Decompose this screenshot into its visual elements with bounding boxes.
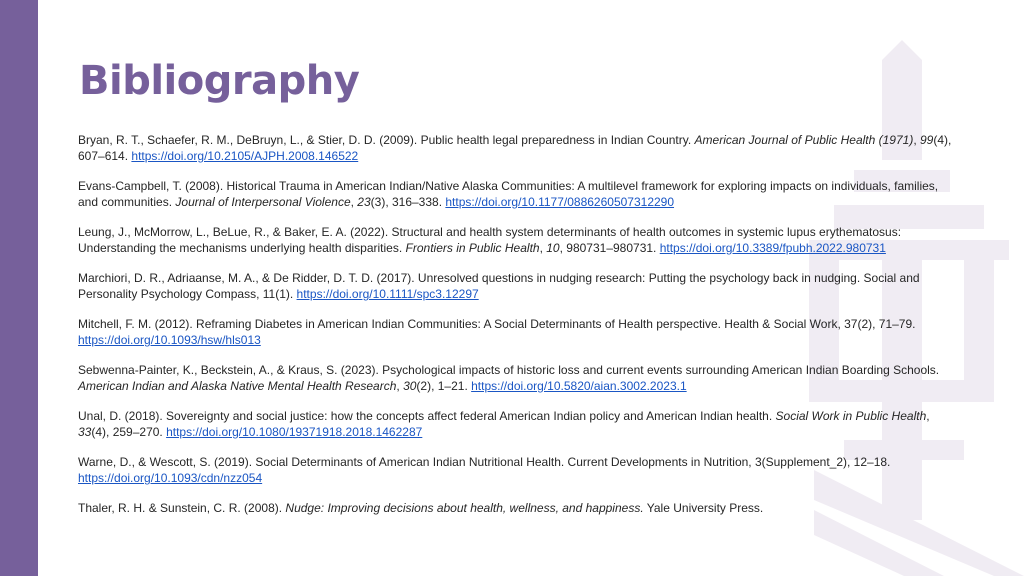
reference-entry — [78, 178, 958, 210]
reference-entry — [78, 408, 958, 440]
reference-italic-text: Journal of Interpersonal Violence — [175, 195, 351, 209]
doi-link[interactable]: https://doi.org/10.1111/spc3.12297 — [296, 287, 479, 301]
reference-text: Mitchell, F. M. (2012). Reframing Diabetes in American Indian Communities: A Social Determinants of Health perspective. Health & Social Work, 37(2), 71–79. — [78, 317, 916, 331]
reference-italic-text: Nudge: Improving decisions about health, wellness, and happiness. — [285, 501, 644, 515]
reference-text: , — [539, 241, 547, 255]
reference-text: Thaler, R. H. & Sunstein, C. R. (2008). — [78, 501, 286, 515]
reference-text: Warne, D., & Wescott, S. (2019). Social Determinants of American Indian Nutritional Health. Current Developments in Nutrition, 3(Supplement_2), 12–18. — [78, 455, 891, 469]
reference-text: Evans-Campbell, T. (2008). Historical Trauma in American Indian/Native Alaska Communities: A multilevel framework for exploring impacts on individuals, families, and communities. — [78, 179, 939, 209]
reference-text: Marchiori, D. R., Adriaanse, M. A., & De Ridder, D. T. D. (2017). Unresolved questions in nudging research: Putting the psychology back in nudging. Social and Personality Psychology Compass, 11(1). — [78, 271, 920, 301]
reference-italic-text: Social Work in Public Health — [775, 409, 927, 423]
reference-list — [78, 132, 958, 530]
reference-italic-text: 33 — [78, 425, 92, 439]
reference-italic-text: 30 — [403, 379, 417, 393]
left-accent-bar — [0, 0, 38, 576]
reference-italic-text: American Indian and Alaska Native Mental Health Research — [78, 379, 397, 393]
reference-text: (4), 607–614. — [78, 133, 952, 163]
doi-link[interactable]: https://doi.org/10.1093/cdn/nzz054 — [78, 471, 263, 485]
reference-text: Bryan, R. T., Schaefer, R. M., DeBruyn, L., & Stier, D. D. (2009). Public health legal preparedness in Indian Country. — [78, 133, 695, 147]
reference-entry — [78, 362, 958, 394]
reference-italic-text: 10 — [546, 241, 560, 255]
reference-text: (4), 259–270. — [91, 425, 167, 439]
doi-link[interactable]: https://doi.org/10.3389/fpubh.2022.980731 — [659, 241, 886, 255]
reference-italic-text: 23 — [357, 195, 371, 209]
reference-entry — [78, 224, 958, 256]
reference-text: Yale University Press. — [643, 501, 764, 515]
reference-text: (2), 1–21. — [416, 379, 472, 393]
reference-entry — [78, 500, 958, 516]
reference-italic-text: Frontiers in Public Health — [405, 241, 540, 255]
reference-text: , 980731–980731. — [559, 241, 660, 255]
reference-text: , — [913, 133, 920, 147]
doi-link[interactable]: https://doi.org/10.1177/0886260507312290 — [445, 195, 675, 209]
doi-link[interactable]: https://doi.org/10.2105/AJPH.2008.146522 — [131, 149, 359, 163]
reference-italic-text: American Journal of Public Health (1971) — [694, 133, 914, 147]
reference-text: , — [396, 379, 404, 393]
reference-entry — [78, 132, 958, 164]
reference-entry — [78, 454, 958, 486]
doi-link[interactable]: https://doi.org/10.1093/hsw/hls013 — [78, 333, 261, 347]
reference-entry — [78, 270, 958, 302]
doi-link[interactable]: https://doi.org/10.1080/19371918.2018.1462287 — [166, 425, 423, 439]
reference-text: , — [926, 409, 930, 423]
reference-italic-text: 99 — [919, 133, 934, 147]
page-title: Bibliography — [79, 58, 360, 104]
reference-text: Leung, J., McMorrow, L., BeLue, R., & Baker, E. A. (2022). Structural and health system determinants of health outcomes in systemic lupus erythematosus: Understanding the mechanisms underlying health disparities. — [78, 225, 902, 255]
reference-text: Sebwenna-Painter, K., Beckstein, A., & Kraus, S. (2023). Psychological impacts of historic loss and current events surrounding American Indian Boarding Schools. — [78, 363, 940, 377]
doi-link[interactable]: https://doi.org/10.5820/aian.3002.2023.1 — [471, 379, 687, 393]
reference-text: (3), 316–338. — [370, 195, 446, 209]
reference-text: Unal, D. (2018). Sovereignty and social justice: how the concepts affect federal American Indian policy and American Indian health. — [78, 409, 776, 423]
reference-entry — [78, 316, 958, 348]
reference-text: , — [350, 195, 358, 209]
